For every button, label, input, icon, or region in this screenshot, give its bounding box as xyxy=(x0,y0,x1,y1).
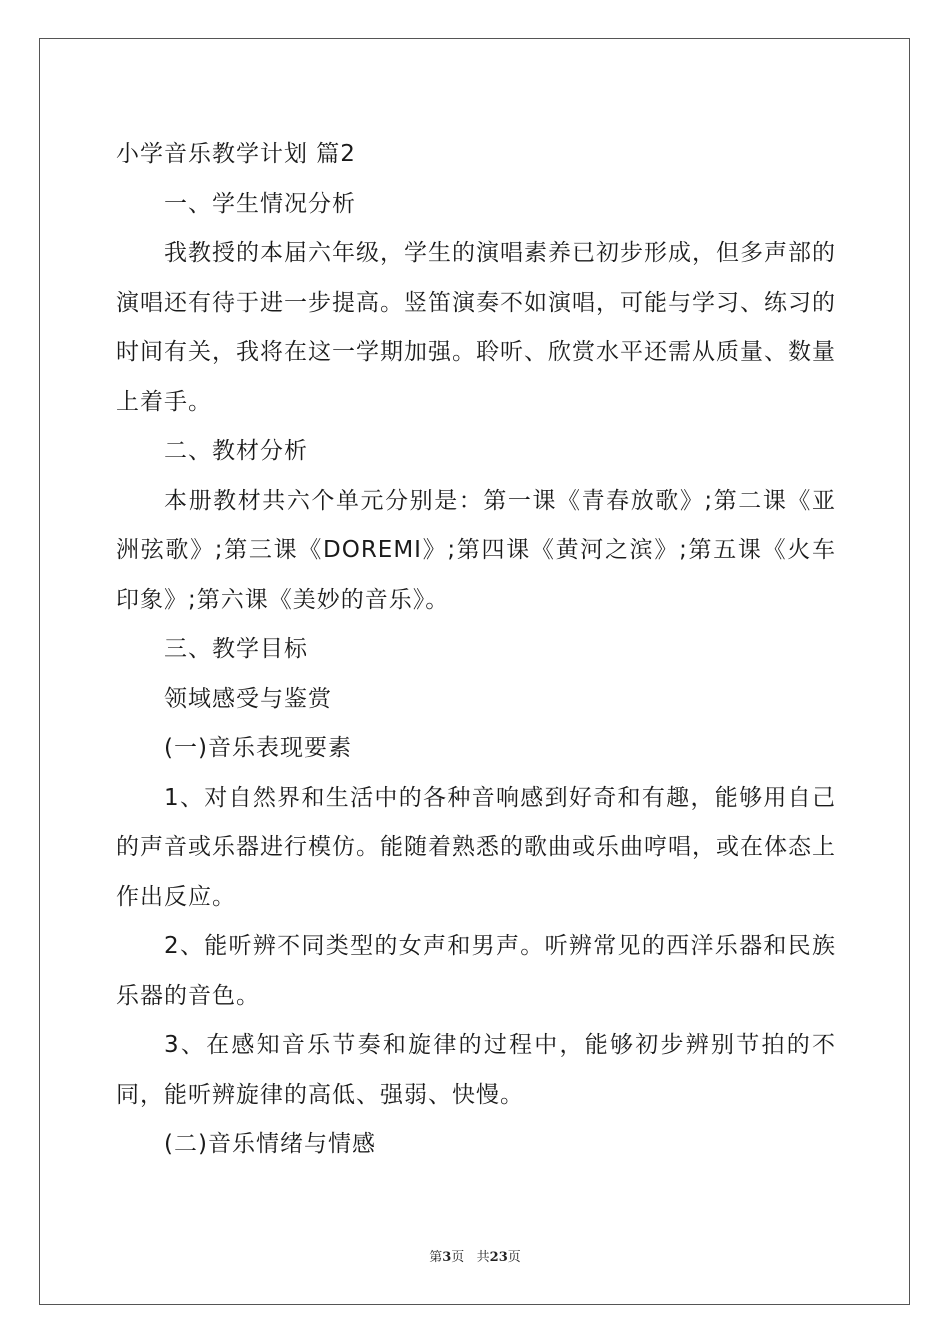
heading-student-analysis: 一、学生情况分析 xyxy=(164,190,356,217)
subheading-music-elements: (一)音乐表现要素 xyxy=(164,735,352,761)
footer-total-pages: 23 xyxy=(489,1250,508,1265)
page-footer xyxy=(0,1246,950,1265)
paragraph-student-analysis: 我教授的本届六年级，学生的演唱素养已初步形成，但多声部的演唱还有待于进一步提高。竖笛演奏不如演唱，可能与学习、练习的时间有关，我将在这一学期加强。聆听、欣赏水平还需从质量、数量上着手。 xyxy=(116,240,836,415)
paragraph-item-2: 2、能听辨不同类型的女声和男声。听辨常见的西洋乐器和民族乐器的音色。 xyxy=(116,933,836,1009)
document-title: 小学音乐教学计划 篇2 xyxy=(116,141,356,167)
document-body xyxy=(116,130,836,1170)
footer-mid: 页 共 xyxy=(451,1250,490,1265)
heading-teaching-goals: 三、教学目标 xyxy=(164,636,308,662)
footer-suffix: 页 xyxy=(507,1250,521,1265)
paragraph-item-3: 3、在感知音乐节奏和旋律的过程中，能够初步辨别节拍的不同，能听辨旋律的高低、强弱、快慢。 xyxy=(116,1032,836,1108)
heading-textbook-analysis: 二、教材分析 xyxy=(164,438,308,464)
paragraph-item-1: 1、对自然界和生活中的各种音响感到好奇和有趣，能够用自己的声音或乐器进行模仿。能随着熟悉的歌曲或乐曲哼唱，或在体态上作出反应。 xyxy=(116,784,836,910)
paragraph-textbook-analysis: 本册教材共六个单元分别是：第一课《青春放歌》;第二课《亚洲弦歌》;第三课《DOREMI》;第四课《黄河之滨》;第五课《火车印象》;第六课《美妙的音乐》。 xyxy=(116,487,836,613)
footer-prefix: 第 xyxy=(429,1250,443,1265)
footer-current-page: 3 xyxy=(442,1250,452,1265)
subheading-domain: 领域感受与鉴赏 xyxy=(164,685,332,712)
subheading-music-emotion: (二)音乐情绪与情感 xyxy=(164,1131,376,1157)
